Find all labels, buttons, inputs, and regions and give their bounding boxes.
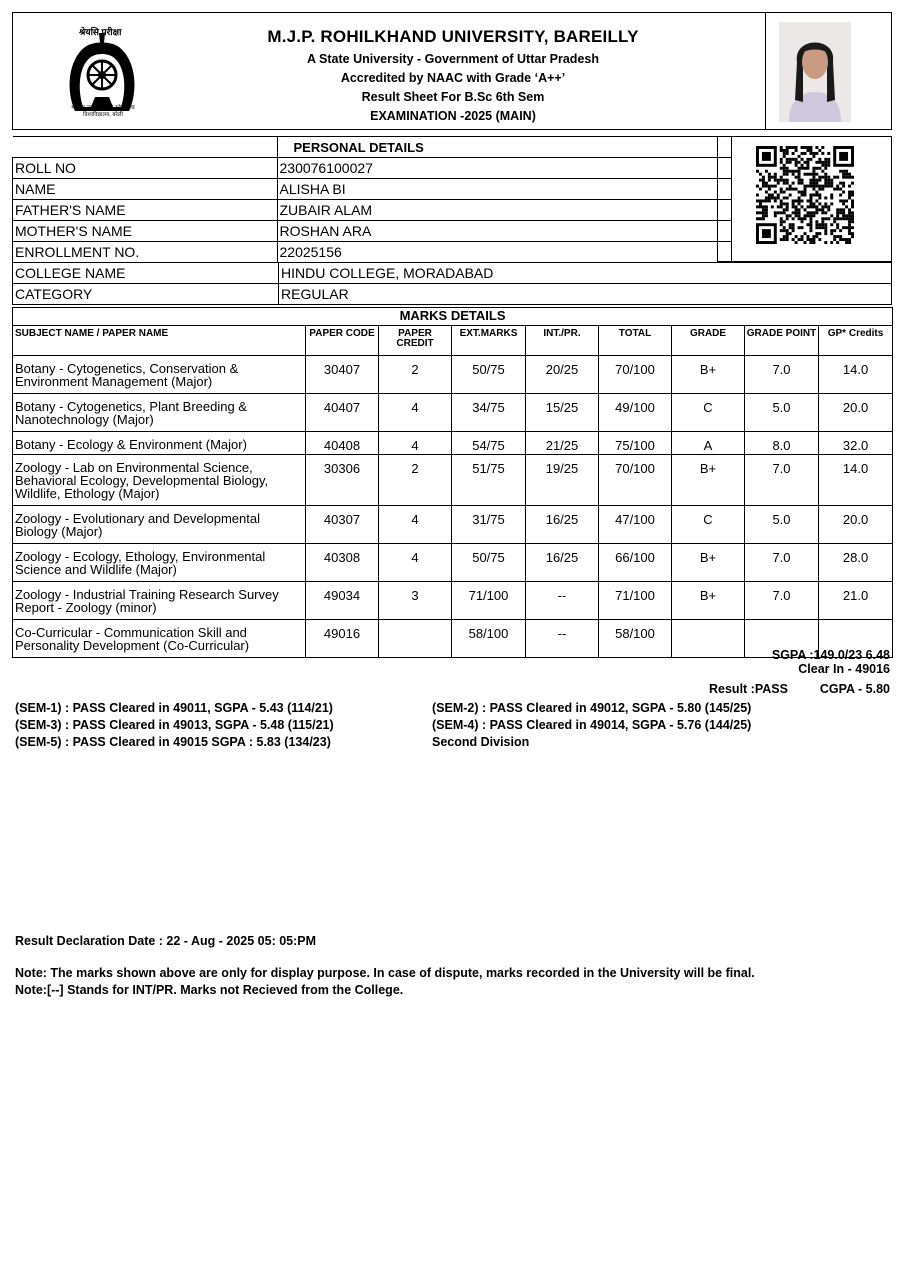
cell-subject: Botany - Ecology & Environment (Major) [13,432,306,455]
table-row [13,200,732,221]
table-row [13,455,893,506]
cell-credit: 3 [379,582,452,620]
cell-int: 19/25 [526,455,599,506]
label-name: NAME [13,179,278,200]
label-mother-name: MOTHER'S NAME [13,221,278,242]
value-enrollment: 22025156 [277,242,731,263]
cell-gp: 32.0 [819,432,893,455]
cell-total: 49/100 [599,394,672,432]
note-display-purpose: Note: The marks shown above are only for display purpose. In case of dispute, marks recorded in the University will be final. [15,966,755,980]
sem-1-result: (SEM-1) : PASS Cleared in 49011, SGPA - 5.43 (114/21) [15,701,333,715]
col-grade: GRADE [672,326,745,356]
cell-int: 16/25 [526,544,599,582]
table-row [13,179,732,200]
cell-gp: 14.0 [819,356,893,394]
cell-point: 7.0 [745,582,819,620]
student-portrait-icon [779,22,851,122]
marks-table [12,307,893,658]
cell-code: 40307 [306,506,379,544]
marks-header-row [13,326,893,356]
cell-grade: B+ [672,582,745,620]
cell-int: -- [526,620,599,658]
personal-details-title: PERSONAL DETAILS [277,137,731,158]
marks-details-title: MARKS DETAILS [13,308,893,326]
table-row [13,284,892,305]
cell-point: 8.0 [745,432,819,455]
sem-2-result: (SEM-2) : PASS Cleared in 49012, SGPA - 5.80 (145/25) [432,701,752,715]
cell-grade: B+ [672,455,745,506]
cell-subject: Zoology - Ecology, Ethology, Environmental Science and Wildlife (Major) [13,544,306,582]
col-paper-credit: PAPER CREDIT [379,326,452,356]
cell-credit: 4 [379,506,452,544]
cell-credit: 4 [379,394,452,432]
cell-credit: 4 [379,544,452,582]
cell-total: 75/100 [599,432,672,455]
sgpa-summary: SGPA :149.0/23 6.48 [771,648,890,662]
col-grade-point: GRADE POINT [745,326,819,356]
cell-gp: 14.0 [819,455,893,506]
cell-point: 7.0 [745,544,819,582]
value-roll-no: 230076100027 [277,158,731,179]
cell-credit [379,620,452,658]
cell-total: 70/100 [599,356,672,394]
table-row [13,221,732,242]
cell-code: 30306 [306,455,379,506]
col-paper-code: PAPER CODE [306,326,379,356]
cell-ext: 51/75 [452,455,526,506]
cgpa-value: CGPA - 5.80 [819,682,890,696]
col-gp-credits: GP* Credits [819,326,893,356]
division: Second Division [432,735,530,749]
logo-caption: महात्मा ज्योतिबा फुले रुहेलखण्ड विश्वविद्यालय, बरेली [71,105,135,118]
cell-int: 20/25 [526,356,599,394]
cell-int: 15/25 [526,394,599,432]
qr-frame [717,136,892,262]
cell-code: 40408 [306,432,379,455]
value-father-name: ZUBAIR ALAM [277,200,731,221]
label-category: CATEGORY [13,284,279,305]
sem-3-result: (SEM-3) : PASS Cleared in 49013, SGPA - 5.48 (115/21) [15,718,334,732]
col-total: TOTAL [599,326,672,356]
cell-point: 7.0 [745,455,819,506]
cell-ext: 71/100 [452,582,526,620]
cell-int: 21/25 [526,432,599,455]
header [12,12,892,130]
cell-gp: 20.0 [819,506,893,544]
result-status: Result :PASS [709,682,788,696]
cell-grade: C [672,506,745,544]
cell-total: 58/100 [599,620,672,658]
cell-ext: 31/75 [452,506,526,544]
label-roll-no: ROLL NO [13,158,278,179]
value-college: HINDU COLLEGE, MORADABAD [279,263,892,284]
logo-motto: श्रेयसि परीक्षा [79,27,122,37]
header-line-2: Accredited by NAAC with Grade ‘A++’ [340,71,566,85]
note-int-pr: Note:[--] Stands for INT/PR. Marks not Recieved from the College. [15,983,404,997]
cell-int: 16/25 [526,506,599,544]
university-name: M.J.P. ROHILKHAND UNIVERSITY, BAREILLY [267,27,639,46]
cell-credit: 2 [379,356,452,394]
cell-subject: Zoology - Industrial Training Research Survey Report - Zoology (minor) [13,582,306,620]
qr-code-icon [756,146,854,244]
value-category: REGULAR [279,284,892,305]
table-row [13,356,893,394]
cell-gp: 21.0 [819,582,893,620]
cell-code: 49034 [306,582,379,620]
label-enrollment: ENROLLMENT NO. [13,242,278,263]
cell-ext: 58/100 [452,620,526,658]
student-photo [779,22,851,122]
header-line-1: A State University - Government of Uttar Pradesh [307,52,599,66]
table-row [13,242,732,263]
cell-gp: 28.0 [819,544,893,582]
cell-credit: 4 [379,432,452,455]
cell-subject: Botany - Cytogenetics, Conservation & Environment Management (Major) [13,356,306,394]
university-logo [55,19,149,125]
table-row [13,394,893,432]
value-mother-name: ROSHAN ARA [277,221,731,242]
cell-ext: 54/75 [452,432,526,455]
cell-total: 70/100 [599,455,672,506]
cell-ext: 50/75 [452,356,526,394]
cell-grade: B+ [672,544,745,582]
cell-grade: B+ [672,356,745,394]
table-row [13,158,732,179]
cell-credit: 2 [379,455,452,506]
cell-total: 66/100 [599,544,672,582]
cell-point: 5.0 [745,394,819,432]
cell-code: 49016 [306,620,379,658]
table-row [13,544,893,582]
cell-subject: Botany - Cytogenetics, Plant Breeding & Nanotechnology (Major) [13,394,306,432]
cell-int: -- [526,582,599,620]
cell-gp: 20.0 [819,394,893,432]
label-father-name: FATHER'S NAME [13,200,278,221]
photo-frame [765,13,893,130]
cell-point: 5.0 [745,506,819,544]
personal-details-table-wide [12,262,892,305]
declaration-date: Result Declaration Date : 22 - Aug - 2025 05: 05:PM [15,934,317,948]
cell-total: 47/100 [599,506,672,544]
sem-5-result: (SEM-5) : PASS Cleared in 49015 SGPA : 5.83 (134/23) [15,735,331,749]
table-row [13,263,892,284]
col-ext-marks: EXT.MARKS [452,326,526,356]
cell-code: 40407 [306,394,379,432]
cell-ext: 50/75 [452,544,526,582]
table-row [13,506,893,544]
cell-ext: 34/75 [452,394,526,432]
table-row [13,620,893,658]
cell-grade [672,620,745,658]
table-row [13,432,893,455]
cell-subject: Zoology - Lab on Environmental Science, Behavioral Ecology, Developmental Biology, Wildlife, Ethology (Major) [13,455,306,506]
cell-subject: Zoology - Evolutionary and Developmental Biology (Major) [13,506,306,544]
cell-subject: Co-Curricular - Communication Skill and Personality Development (Co-Curricular) [13,620,306,658]
label-college: COLLEGE NAME [13,263,279,284]
cell-point: 7.0 [745,356,819,394]
header-line-3: Result Sheet For B.Sc 6th Sem [361,90,545,104]
cell-total: 71/100 [599,582,672,620]
personal-details-table [12,136,732,263]
col-int-pr: INT./PR. [526,326,599,356]
cell-grade: A [672,432,745,455]
value-name: ALISHA BI [277,179,731,200]
sem-4-result: (SEM-4) : PASS Cleared in 49014, SGPA - 5.76 (144/25) [432,718,752,732]
col-subject: SUBJECT NAME / PAPER NAME [13,326,306,356]
cell-grade: C [672,394,745,432]
header-text [163,27,743,123]
cell-code: 30407 [306,356,379,394]
clear-in: Clear In - 49016 [798,662,890,676]
header-line-4: EXAMINATION -2025 (MAIN) [370,109,536,123]
cell-code: 40308 [306,544,379,582]
table-row [13,582,893,620]
